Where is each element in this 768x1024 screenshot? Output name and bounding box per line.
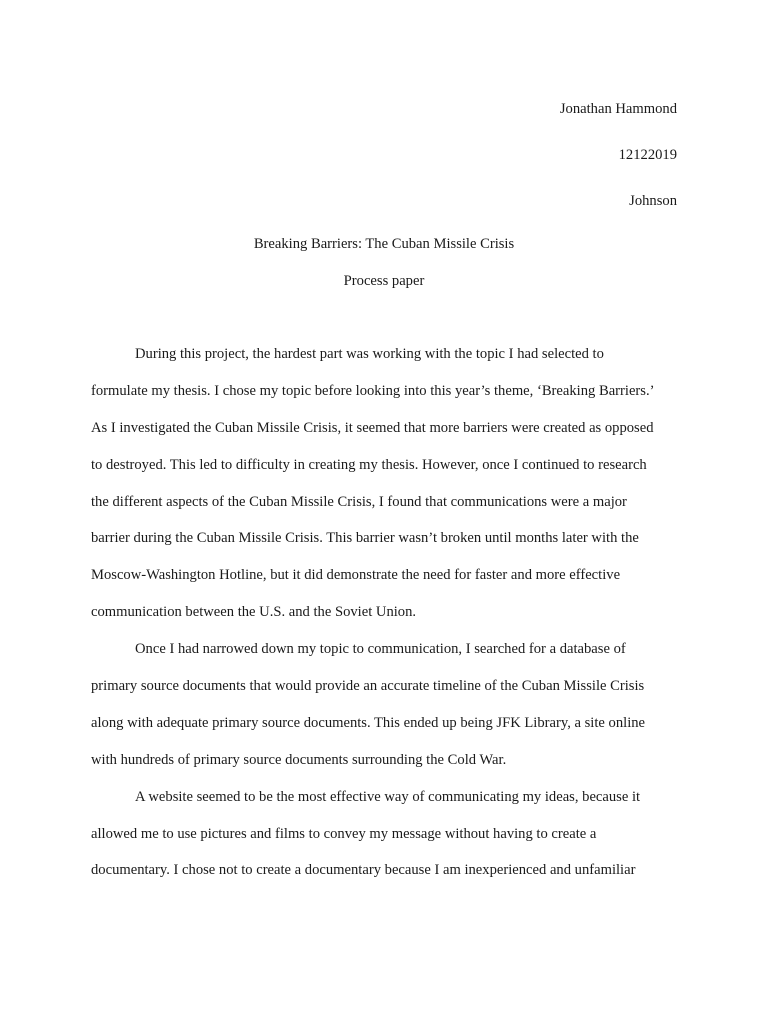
paragraph-line: Once I had narrowed down my topic to communication, I searched for a database of (135, 641, 626, 658)
paragraph-line: primary source documents that would provide an accurate timeline of the Cuban Missile Crisis (91, 678, 645, 695)
paragraph-line: with hundreds of primary source documents surrounding the Cold War. (91, 751, 507, 768)
date-line: 12122019 (618, 147, 677, 163)
paragraph-line: the different aspects of the Cuban Missile Crisis, I found that communications were a major (91, 493, 627, 510)
teacher-name: Johnson (629, 193, 677, 209)
paragraph-line: During this project, the hardest part was working with the topic I had selected to (135, 346, 604, 362)
paragraph-line: to destroyed. This led to difficulty in creating my thesis. However, once I continued to research (91, 456, 647, 473)
paragraph-line: along with adequate primary source documents. This ended up being JFK Library, a site online (91, 714, 646, 731)
paragraph-line: documentary. I chose not to create a documentary because I am inexperienced and unfamiliar (91, 862, 636, 879)
header-block (560, 100, 677, 238)
paragraph-line: A website seemed to be the most effective way of communicating my ideas, because it (135, 788, 641, 805)
paragraph-line: Moscow-Washington Hotline, but it did demonstrate the need for faster and more effective (91, 567, 621, 584)
body-text (91, 345, 681, 898)
paragraph (91, 640, 681, 788)
paragraph (91, 345, 681, 640)
paragraph-line: formulate my thesis. I chose my topic before looking into this year’s theme, ‘Breaking Barriers.’ (91, 382, 655, 399)
paragraph-line: allowed me to use pictures and films to convey my message without having to create a (91, 825, 597, 842)
paragraph-line: communication between the U.S. and the Soviet Union. (91, 604, 417, 621)
title-block (0, 235, 768, 309)
paragraph (91, 788, 681, 899)
paper-title: Breaking Barriers: The Cuban Missile Crisis (253, 236, 515, 252)
author-name: Jonathan Hammond (559, 101, 677, 117)
paragraph-line: As I investigated the Cuban Missile Crisis, it seemed that more barriers were created as opposed (91, 419, 654, 436)
paper-subtitle: Process paper (343, 273, 425, 289)
paragraph-line: barrier during the Cuban Missile Crisis. This barrier wasn’t broken until months later with the (91, 530, 639, 547)
